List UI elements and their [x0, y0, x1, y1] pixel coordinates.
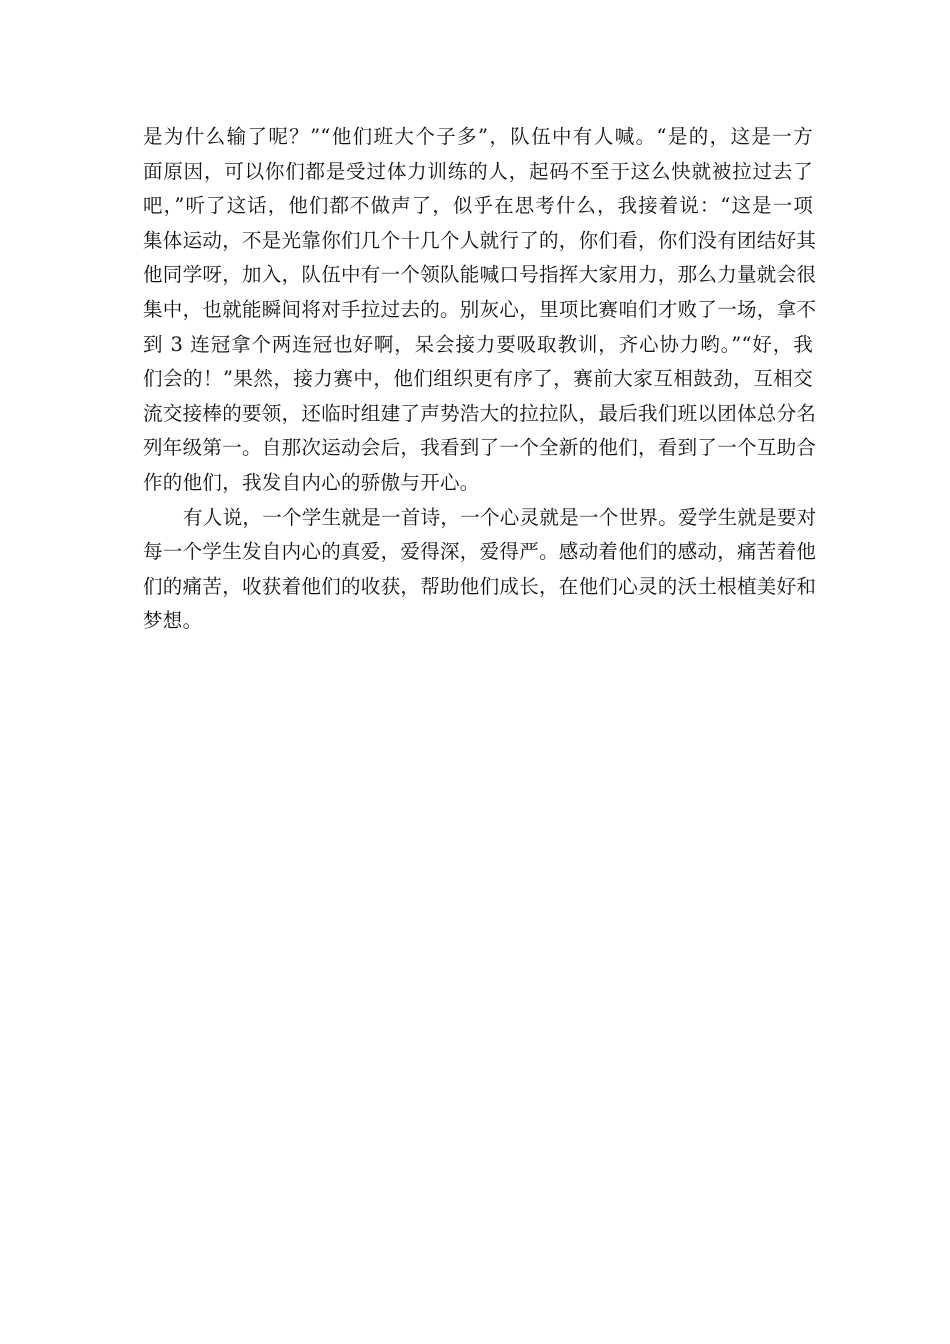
paragraph-1: [143, 120, 817, 501]
paragraph-2-line-2: 每一个学生发自内心的真爱，爱得深，爱得严。感动着他们的感动，痛苦着他: [143, 540, 817, 564]
paragraph-1-line-9: 流交接棒的要领，还临时组建了声势浩大的拉拉队，最后我们班以团体总分名: [143, 401, 817, 425]
paragraph-1-line-2: 面原因，可以你们都是受过体力训练的人，起码不至于这么快就被拉过去了: [143, 159, 813, 183]
paragraph-1-line-1: 是为什么输了呢？”“他们班大个子多”，队伍中有人喊。“是的，这是一方: [143, 125, 813, 148]
paragraph-1-line-6: 集中，也就能瞬间将对手拉过去的。别灰心，里项比赛咱们才败了一场，拿不: [143, 297, 817, 321]
paragraph-1-line-7: 到 3 连冠拿个两连冠也好啊，呆会接力要吸取教训，齐心协力哟。”“好，我: [143, 332, 813, 356]
paragraph-1-line-5: 他同学呀，加入，队伍中有一个领队能喊口号指挥大家用力，那么力量就会很: [143, 263, 817, 287]
paragraph-2: [143, 501, 817, 639]
paragraph-1-line-10: 列年级第一。自那次运动会后，我看到了一个全新的他们，看到了一个互助合: [143, 436, 817, 460]
paragraph-1-line-3: 吧，”听了这话，他们都不做声了，似乎在思考什么，我接着说：“这是一项: [143, 194, 813, 218]
paragraph-2-line-3: 们的痛苦，收获着他们的收获，帮助他们成长，在他们心灵的沃土根植美好和: [143, 574, 817, 598]
paragraph-1-line-11: 作的他们，我发自内心的骄傲与开心。: [143, 470, 480, 494]
document-body: [143, 120, 817, 639]
paragraph-1-line-4: 集体运动，不是光靠你们几个十几个人就行了的，你们看，你们没有团结好其: [143, 228, 817, 252]
paragraph-1-line-8: 们会的！”果然，接力赛中，他们组织更有序了，赛前大家互相鼓劲，互相交: [143, 367, 813, 391]
paragraph-2-line-4: 梦想。: [143, 609, 203, 633]
paragraph-2-line-1: 有人说，一个学生就是一首诗，一个心灵就是一个世界。爱学生就是要对: [183, 505, 817, 529]
